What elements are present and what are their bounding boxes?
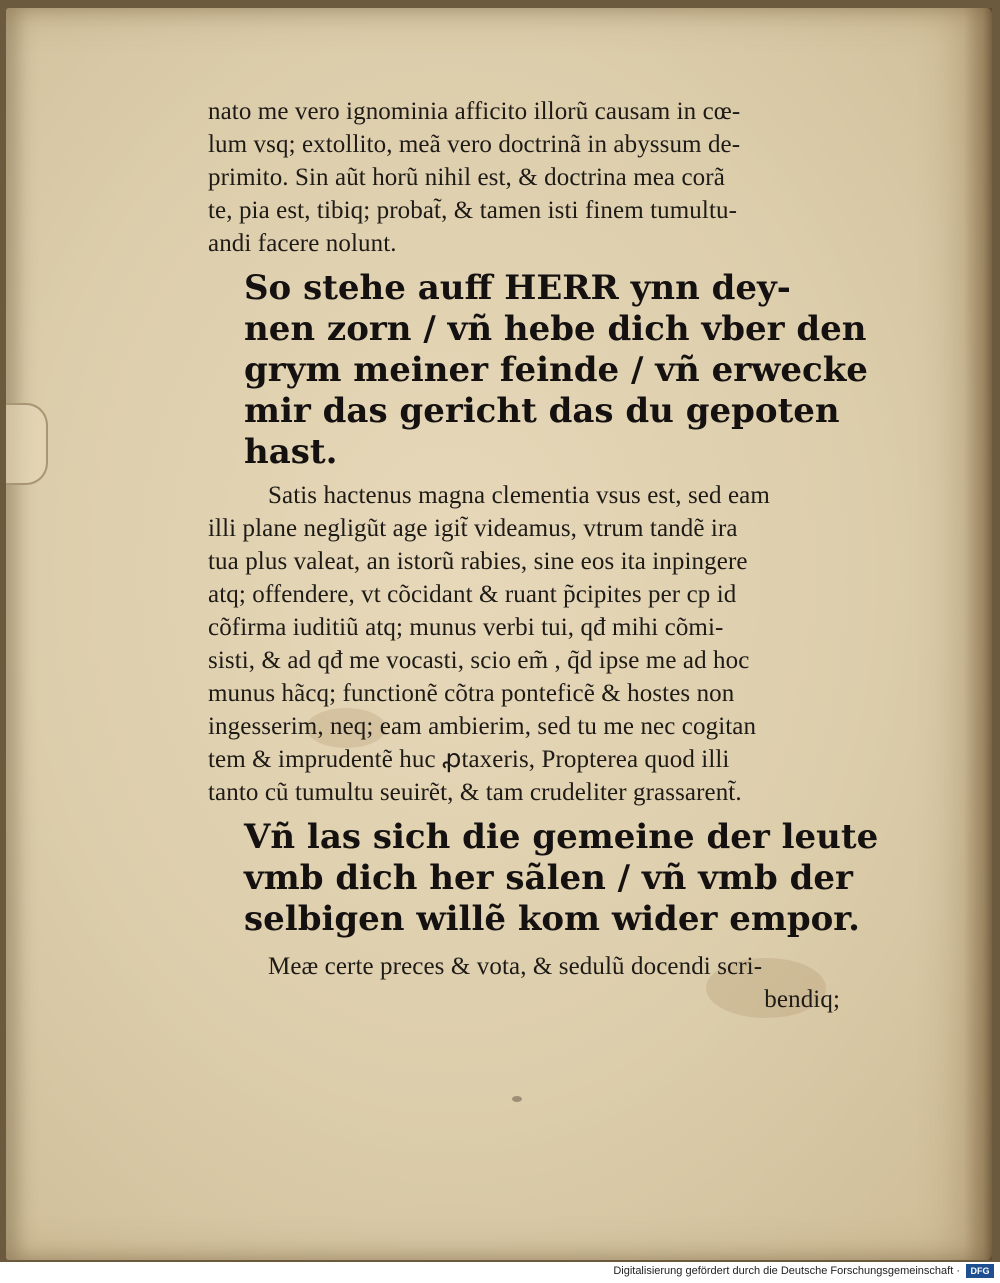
page-text — [208, 95, 879, 1016]
text-line: te, pia est, tibiq; probat̃, & tamen isti finem tumultu- — [208, 197, 738, 224]
text-line: munus hãcq; functionẽ cõtra ponteficẽ & hostes non — [208, 680, 735, 707]
text-line: atq; offendere, vt cõcidant & ruant p̃cipites per cp id — [208, 581, 737, 608]
text-line: primito. Sin aũt horũ nihil est, & doctrina mea corã — [208, 164, 725, 191]
text-line: grym meiner feinde / vñ erwecke — [244, 350, 868, 390]
footer-credit: Digitalisierung gefördert durch die Deutsche Forschungsgemeinschaft · — [613, 1265, 960, 1277]
latin-paragraph — [208, 950, 848, 1016]
dfg-logo-icon: DFG — [966, 1264, 994, 1278]
text-line: nato me vero ignominia afficito illorũ causam in cœ- — [208, 98, 741, 125]
text-line: selbigen willẽ kom wider empor. — [244, 899, 860, 939]
page-gutter-shadow — [964, 8, 992, 1260]
page-edge-tab — [6, 403, 48, 485]
text-line: So stehe auff HERR ynn dey- — [244, 268, 791, 308]
text-line: tem & imprudentẽ huc ꝓtaxeris, Propterea quod illi — [208, 746, 730, 773]
catchword: bendiq; — [764, 986, 840, 1013]
german-psalm-verse — [244, 268, 868, 473]
text-line: Vñ las sich die gemeine der leute — [244, 817, 879, 857]
text-line: illi plane negligũt age igit̃ videamus, vtrum tandẽ ira — [208, 515, 738, 542]
text-line: nen zorn / vñ hebe dich vber den — [244, 309, 867, 349]
text-line: mir das gericht das du gepoten — [244, 391, 840, 431]
text-line: vmb dich her sãlen / vñ vmb der — [244, 858, 853, 898]
text-line: cõfirma iuditiũ atq; munus verbi tui, qđ mihi cõmi- — [208, 614, 724, 641]
text-line: hast. — [244, 432, 338, 472]
text-line: sisti, & ad qđ me vocasti, scio em̃ , q̃d ipse me ad hoc — [208, 647, 750, 674]
latin-paragraph — [208, 95, 848, 260]
german-psalm-verse — [244, 817, 879, 940]
text-line: andi facere nolunt. — [208, 230, 397, 257]
text-line: ingesserim, neq; eam ambierim, sed tu me nec cogitan — [208, 713, 757, 740]
text-line: lum vsq; extollito, meã vero doctrinã in abyssum de- — [208, 131, 741, 158]
text-line: Meæ certe preces & vota, & sedulũ docendi scri- — [268, 953, 763, 980]
ink-smudge — [512, 1096, 522, 1102]
text-line: Satis hactenus magna clementia vsus est, sed eam — [268, 482, 770, 509]
latin-paragraph — [208, 479, 848, 809]
text-line: tua plus valeat, an istorũ rabies, sine eos ita inpingere — [208, 548, 748, 575]
text-line: tanto cũ tumultu seuirẽt, & tam crudeliter grassarent̃. — [208, 779, 742, 806]
